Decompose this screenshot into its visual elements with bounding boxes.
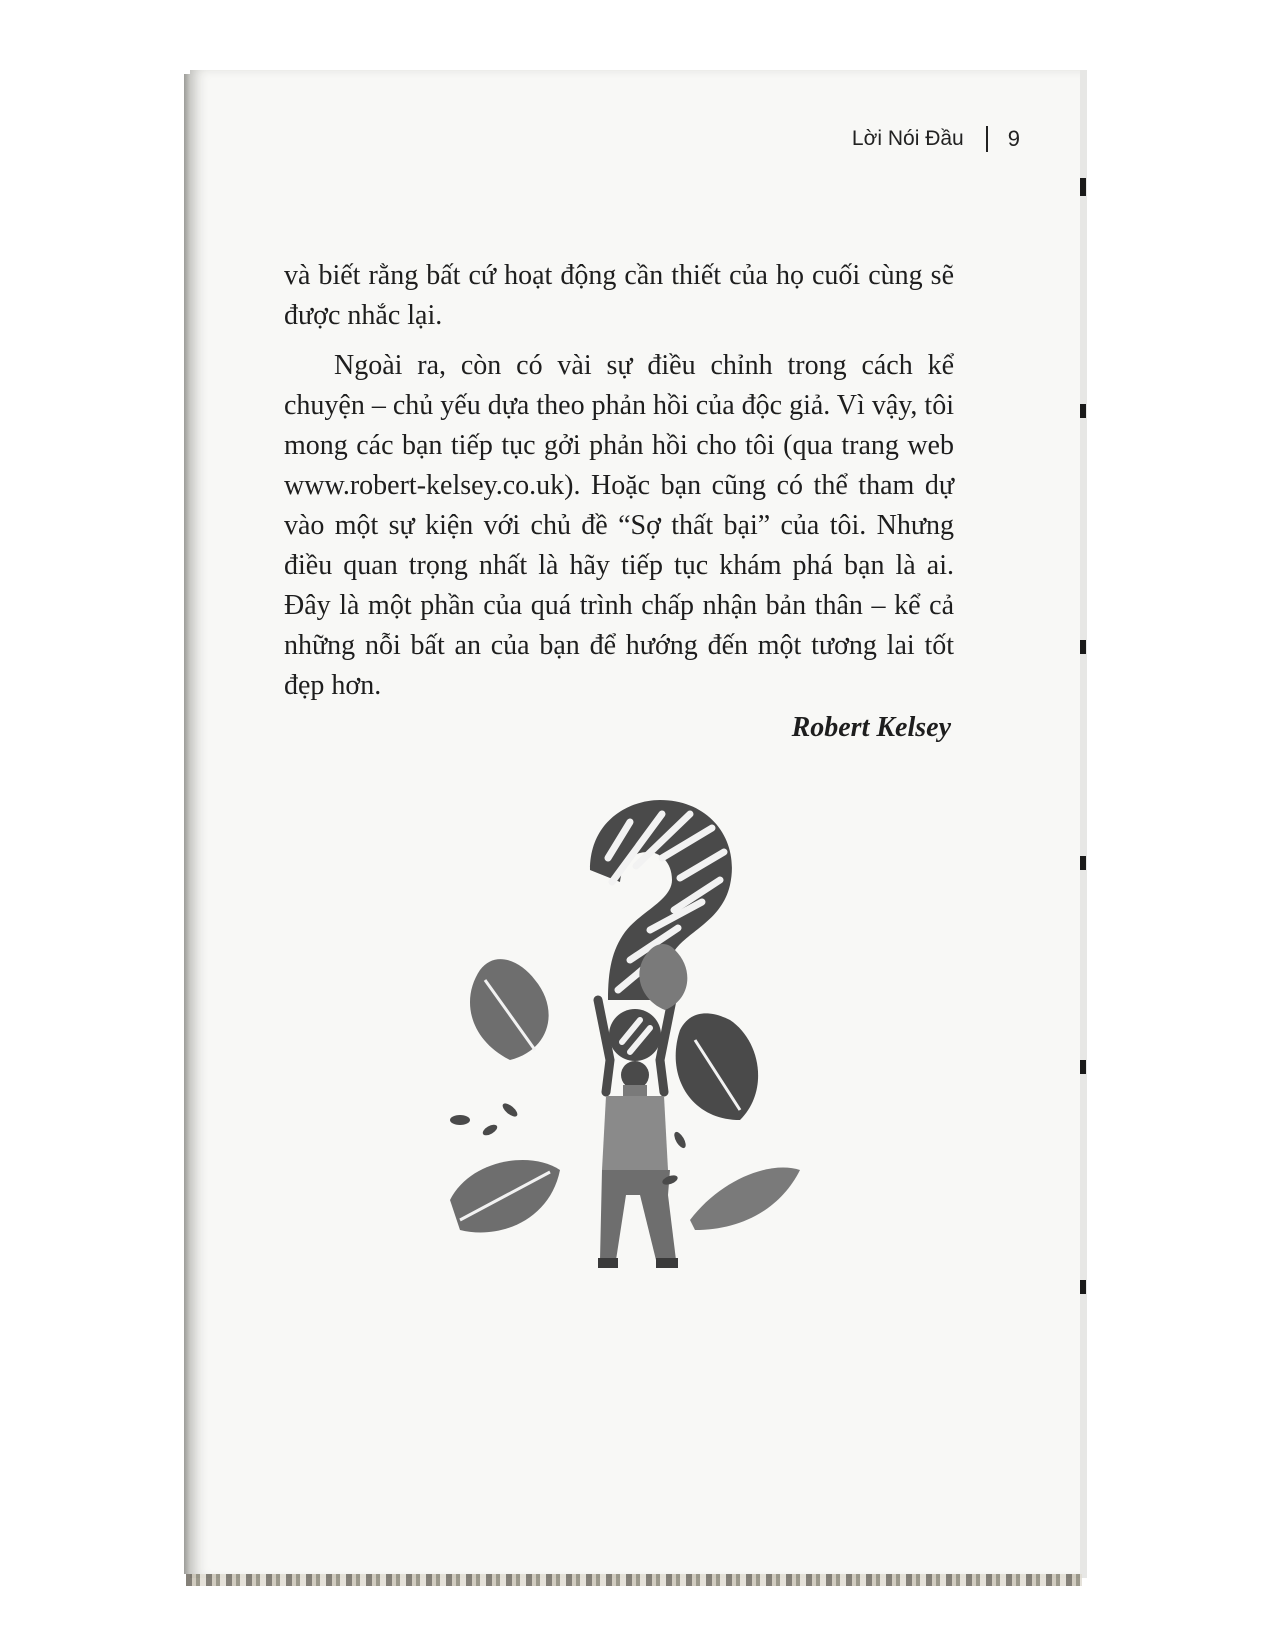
page-edge-mark bbox=[1080, 1060, 1086, 1074]
leaf-icon bbox=[450, 1160, 560, 1233]
paragraph: Ngoài ra, còn có vài sự điều chỉnh trong cách kể chuyện – chủ yếu dựa theo phản hồi của độc giả. Vì vậy, tôi mong các bạn tiếp tục gởi phản hồi cho tôi (qua trang web www.robert-kelsey.co.uk). Hoặc bạn cũng có thể tham dự vào một sự kiện với chủ đề “Sợ thất bại” của tôi. Nhưng điều quan trọng nhất là hãy tiếp tục khám phá bạn là ai. Đây là một phần của quá trình chấp nhận bản thân – kể cả những nỗi bất an của bạn để hướng đến một tương lai tốt đẹp hơn. bbox=[284, 350, 954, 701]
page-edge-mark bbox=[1080, 856, 1086, 870]
page-edge-mark bbox=[1080, 640, 1086, 654]
body-text bbox=[284, 256, 954, 706]
person-holding-question-mark-illustration bbox=[440, 800, 830, 1280]
leaf-icon bbox=[690, 1167, 800, 1230]
page-number: 9 bbox=[1007, 126, 1020, 151]
header-separator bbox=[986, 126, 988, 152]
paragraph: và biết rằng bất cứ hoạt động cần thiết của họ cuối cùng sẽ được nhắc lại. bbox=[284, 260, 954, 331]
page-right-edge bbox=[1080, 70, 1087, 1578]
leaf-icon bbox=[470, 959, 549, 1060]
chapter-title: Lời Nói Đầu bbox=[851, 127, 964, 150]
page-edge-mark bbox=[1080, 178, 1086, 196]
page-edge-mark bbox=[1080, 1280, 1086, 1294]
leaf-icon bbox=[676, 1013, 758, 1120]
running-header bbox=[852, 126, 1020, 152]
author-signature: Robert Kelsey bbox=[791, 712, 951, 743]
page-edge-mark bbox=[1080, 404, 1086, 418]
page-bottom-edge bbox=[186, 1574, 1082, 1586]
